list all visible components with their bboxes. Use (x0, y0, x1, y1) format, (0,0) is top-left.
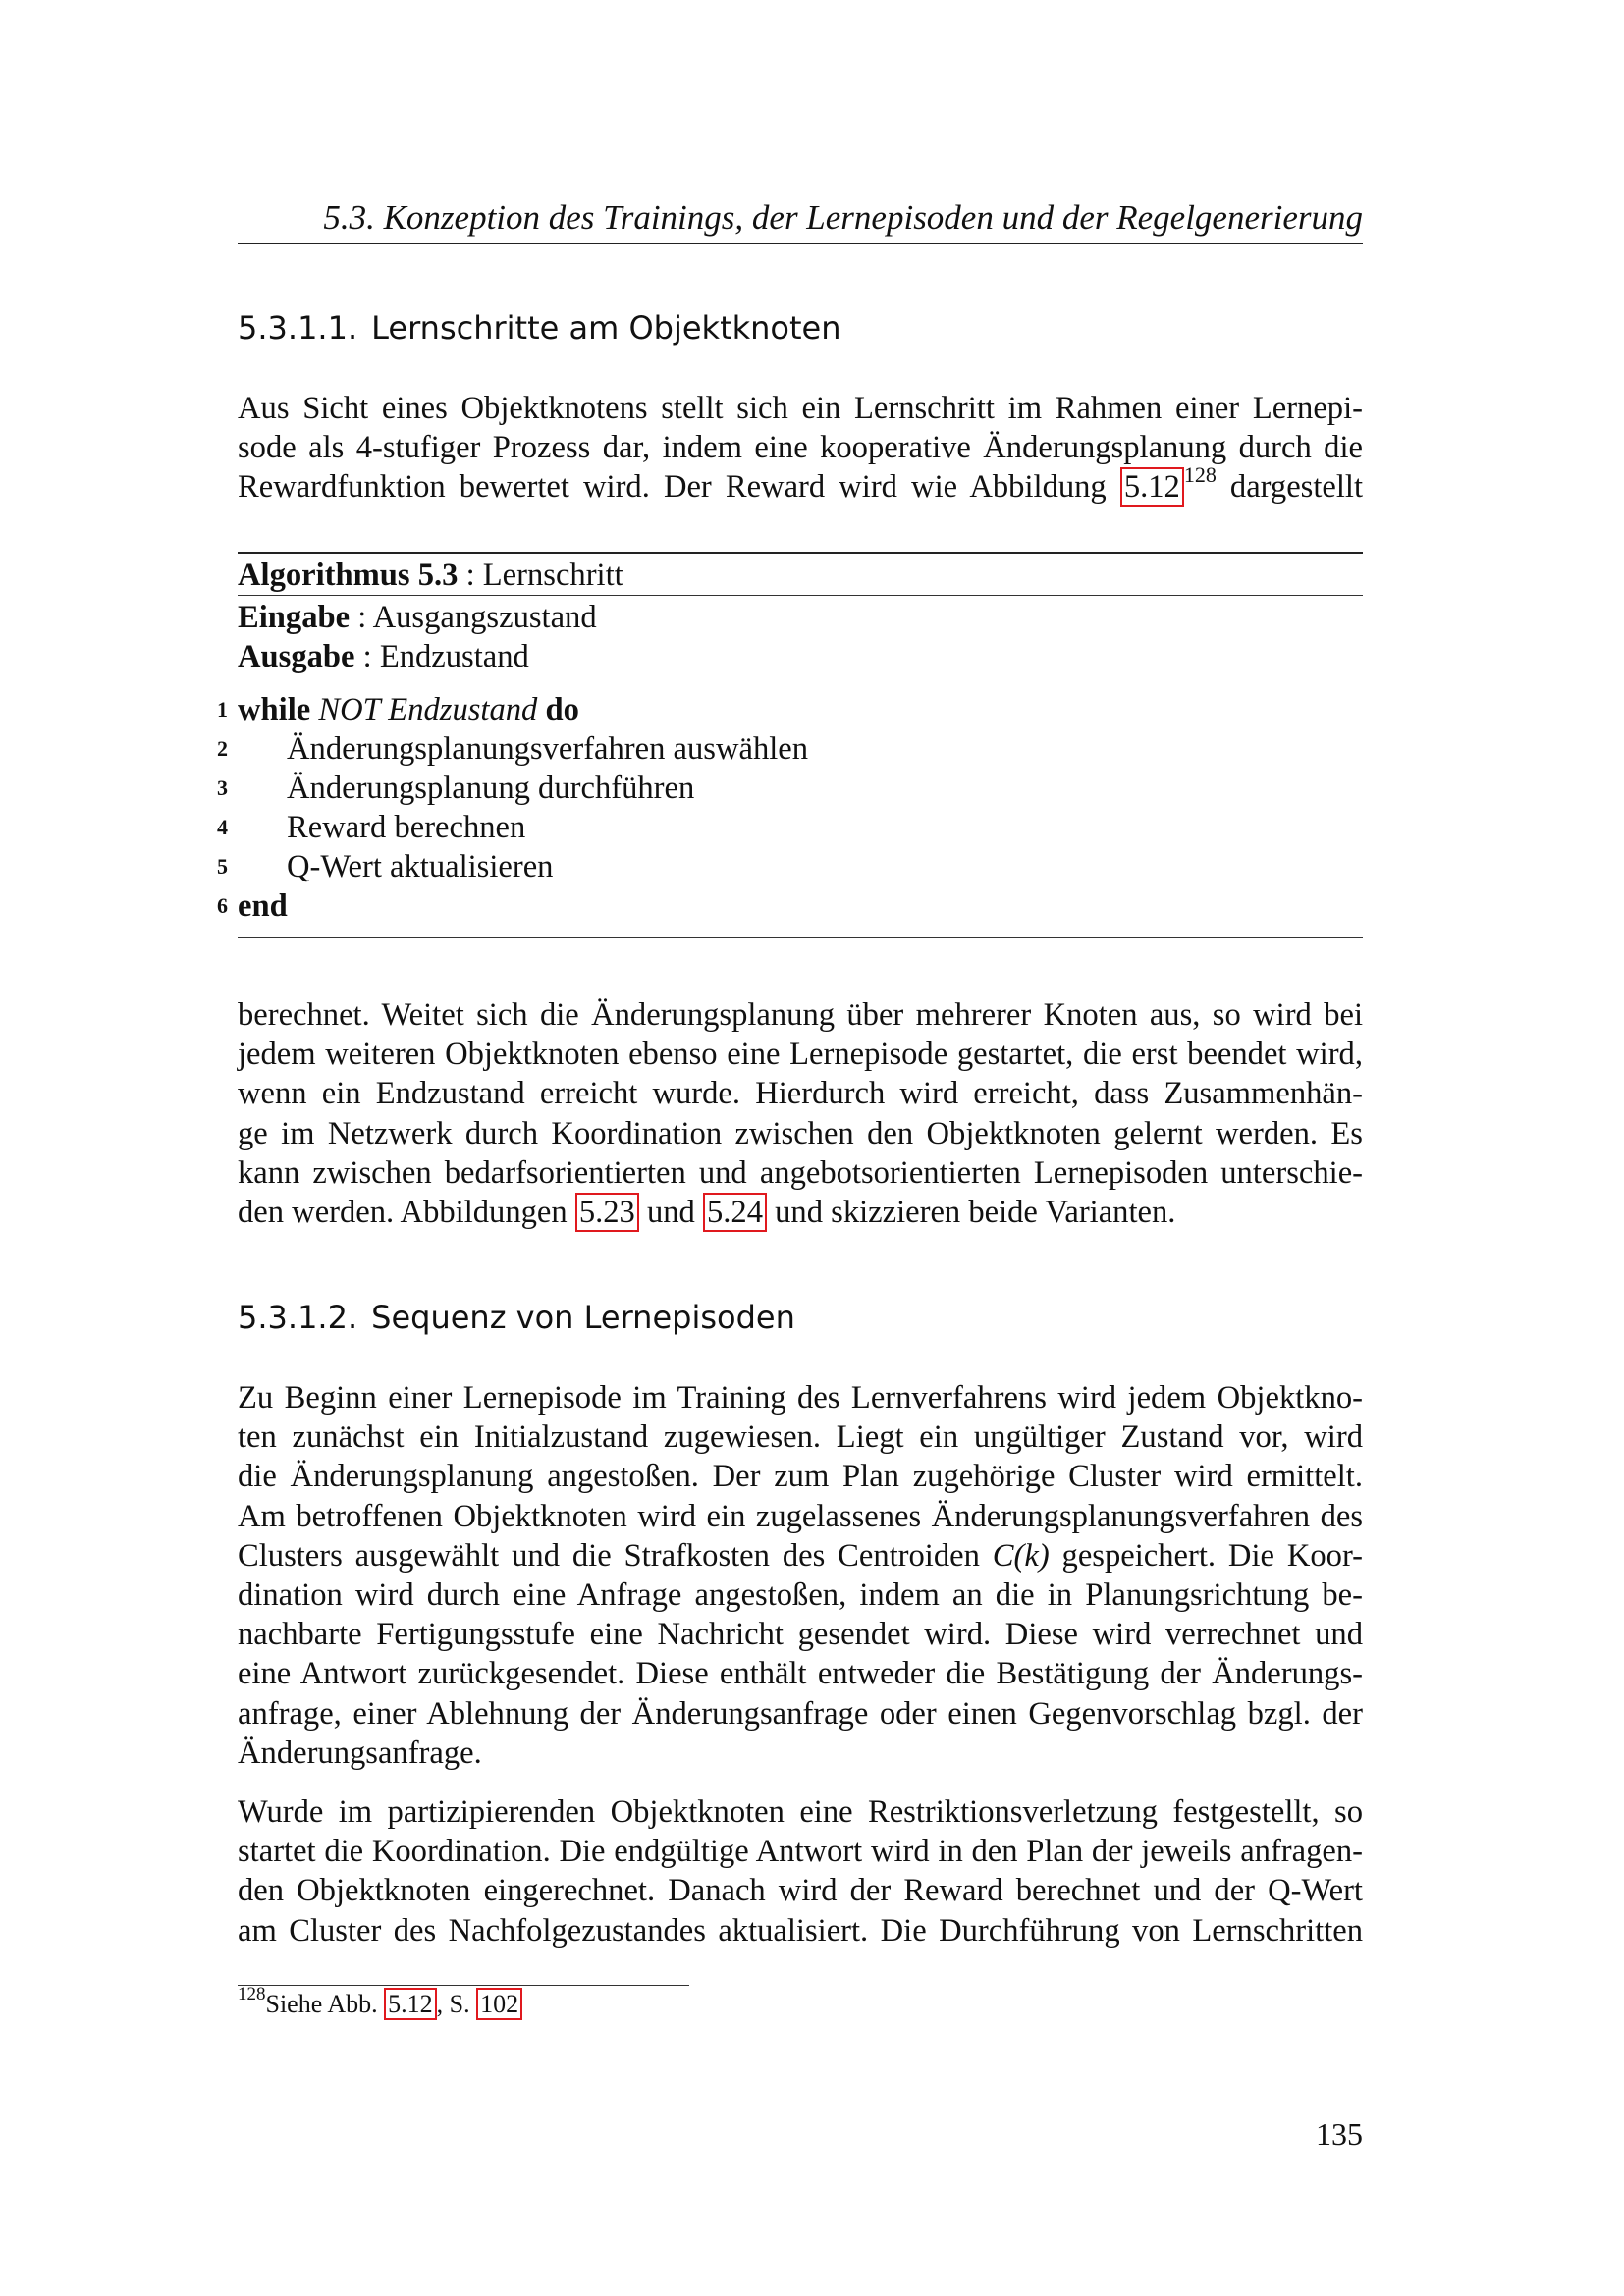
algorithm-caption-rule (238, 595, 1363, 596)
output-value: : Endzustand (354, 639, 529, 674)
algorithm-bottom-rule (238, 937, 1363, 938)
paragraph-lernschritt-intro (238, 389, 1363, 507)
figure-ref-link[interactable]: 5.12 (1120, 467, 1184, 507)
text-line: dination wird durch eine Anfrage angestoßen, indem an die in Planungsrichtung be- (238, 1576, 1363, 1613)
text-line: wenn ein Endzustand erreicht wurde. Hierdurch wird erreicht, dass Zusammenhän- (238, 1076, 1363, 1112)
line-number: 6 (217, 893, 228, 918)
running-head-rule (238, 243, 1363, 244)
text-line: eine Antwort zurückgesendet. Diese enthält entweder die Bestätigung der Änderungs- (238, 1656, 1363, 1692)
line-number: 1 (217, 697, 228, 721)
code-statement: Reward berechnen (287, 810, 526, 845)
text-line: jedem weiteren Objektknoten ebenso eine Lernepisode gestartet, die erst beendet wird, (238, 1037, 1363, 1073)
code-line (217, 729, 1363, 769)
text-fragment: den werden. Abbildungen (238, 1194, 575, 1230)
math-expression: C(k) (992, 1537, 1050, 1574)
line-number: 2 (217, 736, 228, 761)
section-number: 5.3.1.1. (238, 309, 358, 347)
algorithm-title: : Lernschritt (458, 558, 623, 593)
text-line: kann zwischen bedarfsorientierten und angebotsorientierten Lernepisoden unterschie- (238, 1154, 1363, 1191)
text-fragment: Siehe Abb. (265, 1990, 385, 2018)
text-fragment: , S. (436, 1990, 477, 2018)
code-line (217, 886, 1363, 926)
line-number: 4 (217, 815, 228, 839)
section-heading-lernschritte (238, 308, 841, 347)
text-fragment: und (638, 1194, 703, 1230)
algorithm-caption (238, 554, 1363, 595)
text-line: Wurde im partizipierenden Objektknoten eine Restriktionsverletzung festgestellt, so (238, 1794, 1363, 1830)
algorithm-code (217, 690, 1363, 926)
input-value: : Ausgangszustand (350, 600, 597, 635)
text-fragment: gespeichert. Die Koor- (1049, 1537, 1363, 1574)
algorithm-output (238, 637, 1363, 676)
code-line (217, 808, 1363, 847)
text-line: Zu Beginn einer Lernepisode im Training des Lernverfahrens wird jedem Objektkno- (238, 1380, 1363, 1415)
section-number: 5.3.1.2. (238, 1299, 358, 1336)
figure-ref-link[interactable]: 5.23 (575, 1193, 639, 1232)
figure-ref-link[interactable]: 5.12 (384, 1988, 437, 2020)
footnote (238, 1984, 522, 2021)
keyword-do: do (537, 692, 579, 727)
paragraph-lernschritt-continued (238, 995, 1363, 1232)
code-line (217, 769, 1363, 808)
code-line (217, 847, 1363, 886)
text-line (238, 461, 1364, 507)
text-line: den Objektknoten eingerechnet. Danach wird der Reward berechnet und der Q-Wert (238, 1873, 1363, 1909)
text-line: Am betroffenen Objektknoten wird ein zugelassenes Änderungsplanungsverfahren des (238, 1498, 1363, 1534)
algorithm-input (238, 598, 1363, 637)
code-statement: Änderungsplanung durchführen (287, 771, 695, 806)
code-statement: Änderungsplanungsverfahren auswählen (287, 731, 809, 767)
section-heading-sequenz (238, 1298, 795, 1337)
algorithm-label: Algorithmus 5.3 (238, 558, 459, 593)
text-line: startet die Koordination. Die endgültige Antwort wird in den Plan der jeweils anfragen- (238, 1834, 1363, 1870)
code-line (217, 690, 1363, 729)
text-line: anfrage, einer Ablehnung der Änderungsanfrage oder einen Gegenvorschlag bzgl. der (238, 1695, 1363, 1732)
keyword-end: end (238, 888, 288, 924)
text-line (238, 1536, 1363, 1575)
text-line: Aus Sicht eines Objektknotens stellt sich ein Lernschritt im Rahmen einer Lernepi- (238, 391, 1363, 426)
text-fragment: Rewardfunktion bewertet wird. Der Reward wird wie Abbildung (238, 469, 1120, 506)
line-number: 3 (217, 775, 228, 800)
input-label: Eingabe (238, 600, 351, 635)
text-line: die Änderungsplanung angestoßen. Der zum Plan zugehörige Cluster wird ermittelt. (238, 1459, 1363, 1495)
text-line: am Cluster des Nachfolgezustandes aktualisiert. Die Durchführung von Lernschritten (238, 1912, 1363, 1949)
running-head: 5.3. Konzeption des Trainings, der Lernepisoden und der Regelgenerierung (323, 198, 1363, 237)
text-line (238, 1193, 1363, 1232)
footnote-rule (238, 1985, 689, 1986)
section-title: Sequenz von Lernepisoden (371, 1299, 795, 1336)
page-number: 135 (1316, 2116, 1363, 2152)
paragraph-sequenz-1 (238, 1378, 1363, 1773)
code-statement: Q-Wert aktualisieren (287, 849, 554, 884)
output-label: Ausgabe (238, 639, 355, 674)
section-title: Lernschritte am Objektknoten (371, 309, 841, 347)
text-line: Änderungsanfrage. (238, 1735, 482, 1771)
text-fragment: dargestellt (1216, 469, 1364, 506)
footnote-mark: 128 (238, 1984, 266, 2005)
figure-ref-link[interactable]: 5.24 (703, 1193, 767, 1232)
text-line: ge im Netzwerk durch Koordination zwischen den Objektknoten gelernt werden. Es (238, 1115, 1363, 1151)
text-line: sode als 4-stufiger Prozess dar, indem eine kooperative Änderungsplanung durch die (238, 430, 1363, 466)
text-line: berechnet. Weitet sich die Änderungsplanung über mehrerer Knoten aus, so wird bei (238, 997, 1363, 1033)
paragraph-sequenz-2 (238, 1792, 1363, 1950)
line-number: 5 (217, 854, 228, 879)
text-fragment: Clusters ausgewählt und die Strafkosten des Centroiden (238, 1537, 993, 1574)
page-ref-link[interactable]: 102 (476, 1988, 522, 2020)
text-line: nachbarte Fertigungsstufe eine Nachricht gesendet wird. Diese wird verrechnet und (238, 1617, 1363, 1653)
keyword-while: while (238, 692, 319, 727)
algorithm-box (217, 552, 1363, 938)
text-line: ten zunächst ein Initialzustand zugewiesen. Liegt ein ungültiger Zustand vor, wird (238, 1419, 1363, 1456)
loop-condition: NOT Endzustand (318, 692, 538, 727)
text-fragment: und skizzieren beide Varianten. (767, 1194, 1176, 1230)
footnote-mark[interactable]: 128 (1183, 461, 1217, 487)
